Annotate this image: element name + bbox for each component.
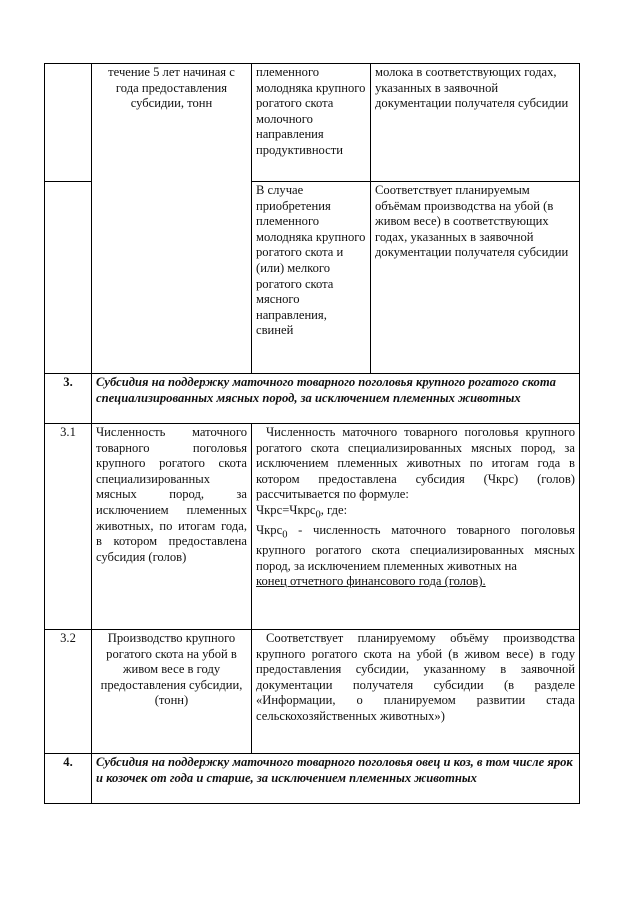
definition-symbol: Чкрс [256,523,283,538]
indicator-table [44,63,580,804]
table-row [45,630,580,754]
row-number: 3.2 [60,631,76,645]
condition-cell [252,64,371,182]
formula-subscript: 0 [315,509,321,521]
calculation-description: Численность маточного товарного поголовья крупного рогатого скота специализированных мясных пород, за исключением племенных животных по итогам года в котором предоставлена субсидия (Чкрс) (голов) рассчитывается по формуле: [256,425,575,502]
definition-subscript: 0 [282,529,288,541]
section-number-text: 3. [63,375,73,389]
formula [256,503,575,523]
value-text: Соответствует планируемому объёму производства крупного рогатого скота на убой (в живом весе) в году предоставления субсидии, указанному в заявочной документации получателя субсидии (в разделе «Информации, о планируемом развитии стада сельскохозяйственных животных») [256,631,575,723]
row-number-cell [45,630,92,754]
formula-definition [256,523,575,574]
formula-main: Чкрс=Чкрс [256,502,316,517]
section-header-row [45,754,580,804]
indicator-name-cell [92,630,252,754]
value-text: Соответствует планируемым объёмам производства на убой (в живом весе) в соответствующих годах, указанных в заявочной документации получателя субсидии [375,183,569,260]
row-number-cell [45,424,92,630]
table-row [45,424,580,630]
definition-text: - численность маточного товарного поголовья крупного рогатого скота специализированных мясных пород, за исключением племенных животных на [256,523,575,573]
indicator-name-cell [92,64,252,374]
section-title-cell [92,374,580,424]
section-number [45,754,92,804]
section-header-row [45,374,580,424]
calculation-cell [252,424,580,630]
table-row [45,64,580,182]
row-number-cell [45,182,92,374]
indicator-name-cell [92,424,252,630]
indicator-name: Производство крупного рогатого скота на убой в живом весе в году предоставления субсидии, (тонн) [100,631,243,708]
section-title: Субсидия на поддержку маточного товарного поголовья крупного рогатого скота специализированных мясных пород, за исключением племенных животных [96,375,556,405]
condition-text: В случае приобретения племенного молодняка крупного рогатого скота и (или) мелкого рогатого скота мясного направления, свиней [256,183,366,338]
section-number-text: 4. [63,755,73,769]
section-title-cell [92,754,580,804]
section-title: Субсидия на поддержку маточного товарного поголовья овец и коз, в том числе ярок и козочек от года и старше, за исключением племенных животных [96,755,573,785]
indicator-name: Численность маточного товарного поголовья крупного рогатого скота специализированных мясных пород, за исключением племенных животных, по итогам года, в котором предоставлена субсидия (голов) [96,425,247,564]
value-cell [371,182,580,374]
section-number [45,374,92,424]
condition-cell [252,182,371,374]
condition-text: племенного молодняка крупного рогатого скота молочного направления продуктивности [256,65,366,157]
value-cell [252,630,580,754]
indicator-name: течение 5 лет начиная с года предоставления субсидии, тонн [108,65,235,111]
formula-tail: , где: [320,502,348,517]
row-number-cell [45,64,92,182]
value-cell [371,64,580,182]
row-number: 3.1 [60,425,76,439]
definition-end: конец отчетного финансового года (голов). [256,574,486,589]
value-text: молока в соответствующих годах, указанных в заявочной документации получателя субсидии [375,65,569,111]
